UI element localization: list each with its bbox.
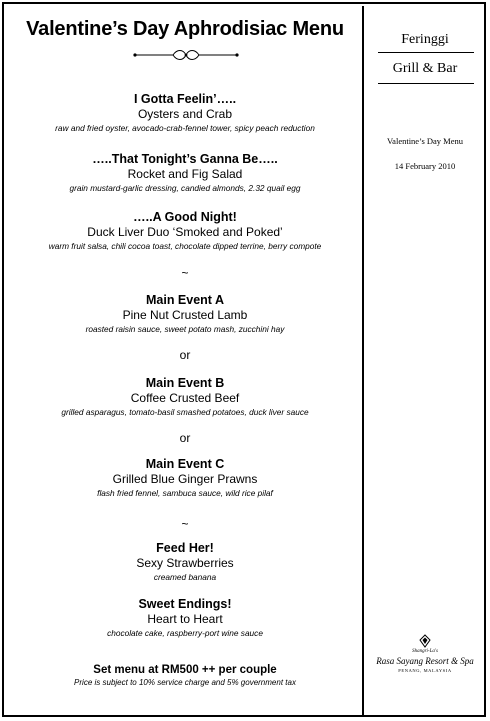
set-menu-price <box>6 663 364 689</box>
venue-name: Feringgi <box>401 32 449 47</box>
or-separator: or <box>179 431 191 445</box>
course-heading: …..A Good Night! <box>133 210 237 224</box>
venue-column <box>364 6 486 717</box>
course-heading: Main Event C <box>145 457 225 471</box>
menu-date: 14 February 2010 <box>394 161 456 171</box>
course-separator: ~ <box>181 517 189 531</box>
course-dish: Duck Liver Duo ‘Smoked and Poked’ <box>87 225 283 239</box>
set-menu-tax-note: Price is subject to 10% service charge and 5% government tax <box>74 678 296 687</box>
divider <box>378 83 474 84</box>
menu-column <box>6 6 364 717</box>
course-description: chocolate cake, raspberry-port wine sauce <box>107 628 263 638</box>
course-description: flash fried fennel, sambuca sauce, wild rice pilaf <box>97 488 273 498</box>
course-main-b <box>6 376 364 418</box>
logo-location: PENANG, MALAYSIA <box>398 668 452 673</box>
course-dish: Pine Nut Crusted Lamb <box>122 308 248 322</box>
course-heading: I Gotta Feelin’….. <box>133 92 237 106</box>
course-heading: Sweet Endings! <box>138 597 232 611</box>
course-dish: Oysters and Crab <box>137 107 233 121</box>
course-heading: Feed Her! <box>156 541 214 555</box>
divider <box>378 52 474 53</box>
course-appetizer-1 <box>6 92 364 134</box>
course-main-a <box>6 293 364 335</box>
course-description: roasted raisin sauce, sweet potato mash, zucchini hay <box>85 324 285 334</box>
course-description: creamed banana <box>153 572 217 582</box>
course-dish: Heart to Heart <box>147 612 223 626</box>
course-separator: ~ <box>181 266 189 280</box>
logo-resort-name: Rasa Sayang Resort & Spa <box>376 656 474 666</box>
course-main-c <box>6 457 364 499</box>
course-dish: Grilled Blue Ginger Prawns <box>112 472 258 486</box>
course-dessert <box>6 597 364 639</box>
or-separator: or <box>179 348 191 362</box>
course-description: warm fruit salsa, chili cocoa toast, chocolate dipped terrine, berry compote <box>48 241 322 251</box>
ornament-flourish-icon <box>131 48 241 62</box>
course-heading: …..That Tonight’s Ganna Be….. <box>92 152 278 166</box>
course-heading: Main Event A <box>145 293 225 307</box>
menu-card <box>2 2 486 717</box>
course-dish: Coffee Crusted Beef <box>130 391 240 405</box>
menu-name: Valentine’s Day Menu <box>386 136 463 146</box>
set-menu-price-line: Set menu at RM500 ++ per couple <box>93 664 277 676</box>
course-description: grilled asparagus, tomato-basil smashed potatoes, duck liver sauce <box>61 407 309 417</box>
logo-brand: Shangri-La's <box>412 649 438 654</box>
course-dish: Rocket and Fig Salad <box>127 167 243 181</box>
resort-logo <box>364 634 486 674</box>
course-dish: Sexy Strawberries <box>136 556 234 570</box>
course-appetizer-3 <box>6 210 364 252</box>
course-appetizer-2 <box>6 152 364 194</box>
course-description: raw and fried oyster, avocado-crab-fennel tower, spicy peach reduction <box>55 123 315 133</box>
venue-subtitle: Grill & Bar <box>392 61 458 76</box>
course-description: grain mustard-garlic dressing, candied almonds, 2.32 quail egg <box>69 183 301 193</box>
shangri-la-emblem-icon <box>418 634 432 648</box>
menu-title: Valentine’s Day Aphrodisiac Menu <box>26 18 344 40</box>
course-feed-her <box>6 541 364 583</box>
course-heading: Main Event B <box>145 376 225 390</box>
